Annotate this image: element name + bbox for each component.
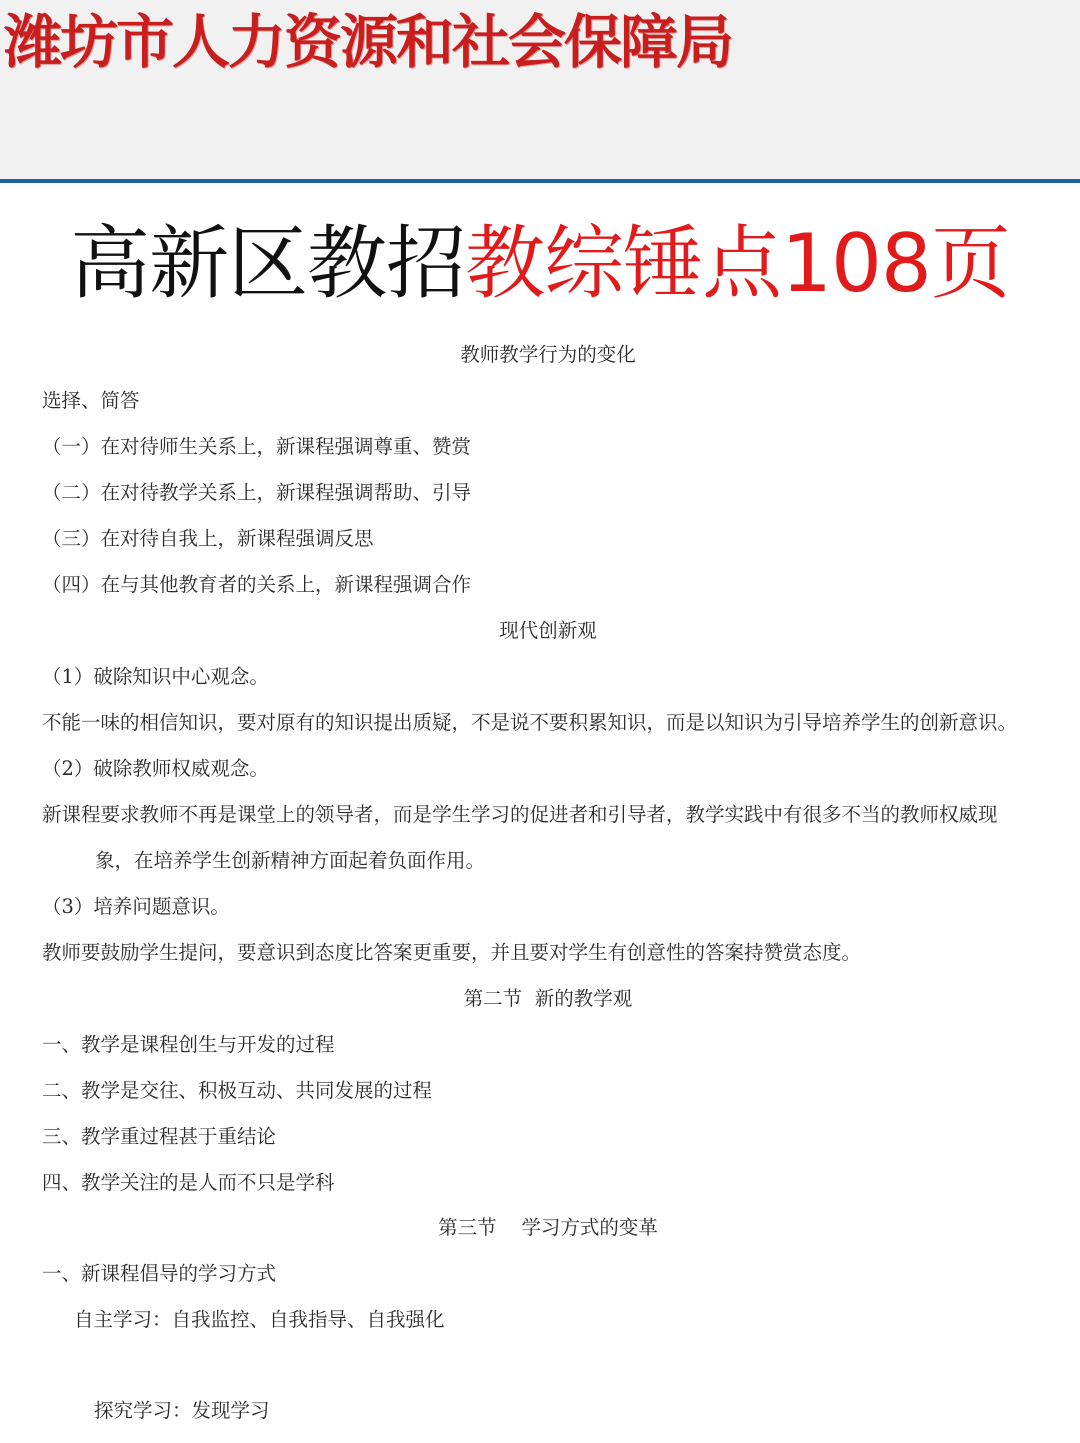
list-item: 二、教学是交往、积极互动、共同发展的过程 [42,1079,433,1102]
heading-innovation-view: 现代创新观 [499,619,597,642]
overlay-banner [0,216,1080,312]
list-item: 一、教学是课程创生与开发的过程 [42,1033,335,1056]
paragraph: 不能一味的相信知识，要对原有的知识提出质疑，不是说不要积累知识，而是以知识为引导培养学生的创新意识。 [42,711,1018,734]
section-2-heading: 第二节 新的教学观 [463,987,633,1010]
list-item: 探究学习：发现学习 [94,1399,270,1422]
section-3-heading: 第三节 学习方式的变革 [438,1216,658,1239]
banner-black-text: 高新区教招 [70,217,466,310]
list-item: 四、教学关注的是人而不只是学科 [42,1171,335,1194]
subheading: （2）破除教师权威观念。 [42,757,269,780]
subheading: （1）破除知识中心观念。 [42,665,269,688]
paragraph: 新课程要求教师不再是课堂上的领导者，而是学生学习的促进者和引导者，教学实践中有很多不当的教师权威现 [42,803,998,826]
paragraph-continuation: 象，在培养学生创新精神方面起着负面作用。 [95,849,486,872]
list-item: 自主学习：自我监控、自我指导、自我强化 [74,1308,445,1331]
list-item: （三）在对待自我上，新课程强调反思 [42,527,374,550]
list-item: （二）在对待教学关系上，新课程强调帮助、引导 [42,481,472,504]
subheading: （3）培养问题意识。 [42,895,230,918]
list-item: （一）在对待师生关系上，新课程强调尊重、赞赏 [42,435,472,458]
letterhead-rule [0,179,1080,183]
paragraph: 教师要鼓励学生提问，要意识到态度比答案更重要，并且要对学生有创意性的答案持赞赏态度。 [42,941,862,964]
heading-teacher-behavior: 教师教学行为的变化 [460,343,636,366]
list-item: （四）在与其他教育者的关系上，新课程强调合作 [42,573,472,596]
list-item: 一、新课程倡导的学习方式 [42,1262,277,1285]
banner-red-text: 教综锤点108页 [465,217,1010,310]
question-type-label: 选择、简答 [42,389,140,412]
organization-name: 潍坊市人力资源和社会保障局 [4,8,733,76]
list-item: 三、教学重过程甚于重结论 [42,1125,277,1148]
